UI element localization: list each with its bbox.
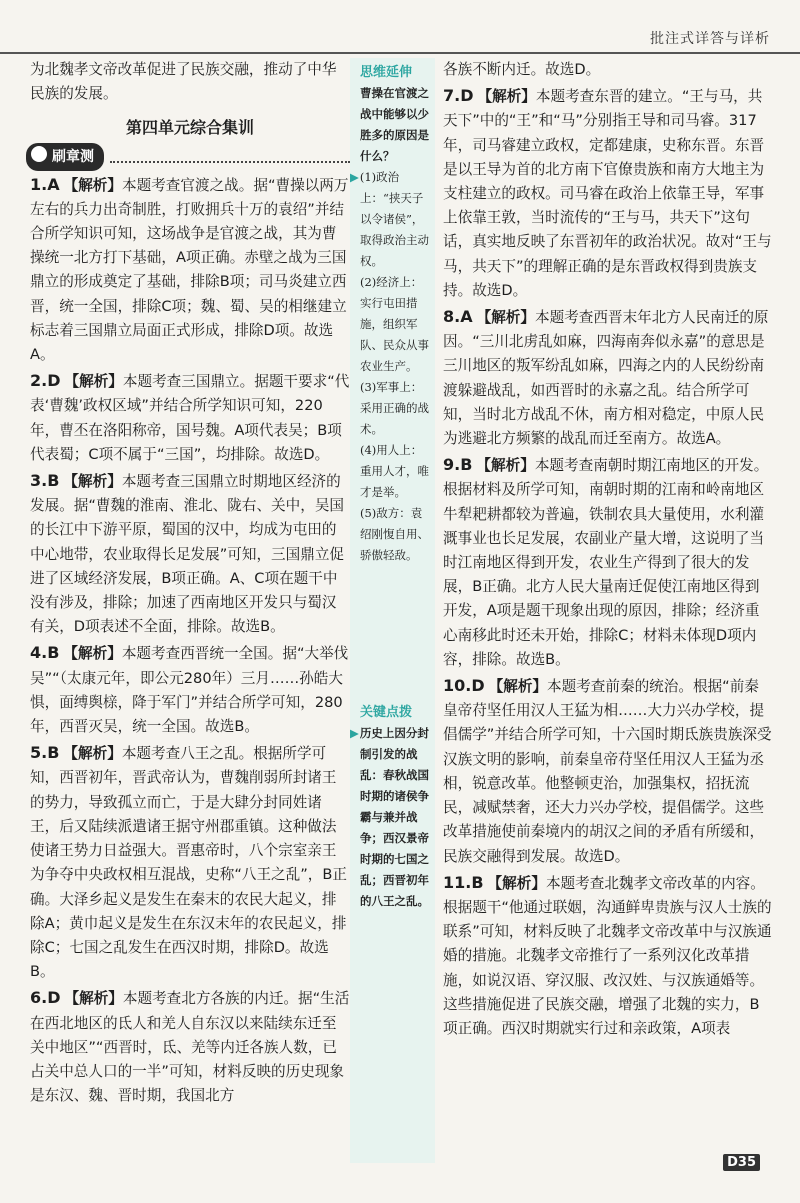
question-number: 8. — [443, 307, 461, 327]
question-number: 11. — [443, 872, 472, 892]
answer-item — [30, 741, 350, 984]
analysis-text: 本题考查西晋统一全国。据“大举伐吴”“（太康元年，即公元280年）三月……孙皓大惧，面缚舆榇，降于军门”并结合所学可知，280年，西晋灭吴，统一全国。故选B。 — [30, 645, 349, 736]
question-number: 10. — [443, 676, 472, 696]
question-number: 5. — [30, 743, 48, 763]
analysis-tag: 【解析】 — [476, 309, 535, 327]
section-title: 第四单元综合集训 — [125, 118, 254, 138]
answer-item — [443, 871, 773, 1041]
analysis-text: 本题考查东晋的建立。“王与马，共天下”中的“王”和“马”分别指王导和司马睿。317年，司马睿建立政权，定都建康，史称东晋。东晋是以王导为首的北方南下官僚贵族和南方大地主为支柱建立的政权。司马睿在政治上依靠王导，军事上依靠王敦，当时流传的“王与马，共天下”这句话，真实地反映了东晋初年的政治状况。故对“王与马，共天下”的理解正确的是东晋政权得到贵族支持。故选D。 — [443, 88, 772, 299]
analysis-tag: 【解析】 — [63, 176, 122, 194]
analysis-text: 本题考查前秦的统治。根据“前秦皇帝苻坚任用汉人王猛为相……大力兴办学校，提倡儒学”并结合所学可知，十六国时期氐族贵族深受汉族文明的影响，前秦皇帝苻坚任用汉人王猛为丞相，锐意改革。他整顿吏治，加强集权，招抚流民，减赋禁奢，还大力兴办学校，提倡儒学。这些改革措施使前秦境内的胡汉之间的矛盾有所缓和，民族交融得到发展。故选D。 — [443, 678, 772, 865]
answer-letter: A — [47, 174, 60, 194]
arrow-icon: ▶ — [350, 170, 359, 184]
answer-item — [30, 986, 350, 1108]
answer-item — [443, 453, 773, 672]
analysis-text: 本题考查八王之乱。根据所学可知，西晋初年，晋武帝认为，曹魏削弱所封诸王的势力，导致孤立而亡，于是大肆分封同姓诸王，后又陆续派遣诸王据守州郡重镇。这种做法使诸王势力日益强大。晋惠帝时，八个宗室亲王为争夺中央政权相互混战，史称“八王之乱”，B正确。大泽乡起义是发生在秦末的农民大起义，排除A；黄巾起义是发生在东汉末年的农民起义，排除C；七国之乱发生在西汉时期，排除D。故选B。 — [30, 745, 348, 981]
answer-letter: B — [47, 471, 60, 491]
sidebar-point — [360, 440, 429, 503]
box1-title: 思维延伸 — [360, 65, 413, 80]
answer-letter: A — [460, 307, 473, 327]
question-number: 2. — [30, 371, 48, 391]
analysis-text: 本题考查西晋末年北方人民南迁的原因。“三川北虏乱如麻，四海南奔似永嘉”的意思是三川地区的叛军纷乱如麻，四海之内的人民纷纷南渡躲避战乱，如西晋时的永嘉之乱。结合所学可知，当时北方战乱不休，南方相对稳定，中原人民为逃避北方频繁的战乱而迁至南方。故选A。 — [443, 309, 769, 448]
answer-item — [443, 305, 773, 451]
answer-item — [30, 369, 350, 467]
answer-letter: D — [471, 676, 485, 696]
answer-letter: D — [47, 988, 61, 1008]
chapter-banner — [26, 145, 350, 169]
sidebar-point-text: (3)军事上：采用正确的战术。 — [360, 380, 429, 436]
left-answer-list — [30, 173, 350, 1109]
question-number: 1. — [30, 174, 48, 194]
arrow-icon: ▶ — [350, 726, 359, 740]
right-answer-list — [443, 84, 773, 1041]
pen-icon — [31, 146, 47, 162]
analysis-text: 本题考查南朝时期江南地区的开发。根据材料及所学可知，南朝时期的江南和岭南地区牛犁耙耕都较为普遍，铁制农具大量使用，水利灌溉事业也长足发展，农副业产量大增，这说明了当时江南地区得到开发，农业生产得到了很大的发展，B正确。北方人民大量南迁促使江南地区得到开发，A项是题干现象出现的原因，排除；经济重心南移此时还未开始，排除C；材料未体现D项内容，排除。故选B。 — [443, 457, 769, 668]
question-number: 9. — [443, 455, 461, 475]
banner-badge — [26, 143, 104, 171]
sidebar-point-text: (1)政治上：“挟天子以令诸侯”，取得政治主动权。 — [359, 170, 429, 268]
box2-text-content: 历史上因分封制引发的战乱：春秋战国时期的诸侯争霸与兼并战争；西汉景帝时期的七国之乱；西晋初年的八王之乱。 — [359, 726, 429, 908]
analysis-tag: 【解析】 — [487, 874, 546, 892]
right-intro: 各族不断内迁。故选D。 — [443, 61, 601, 78]
answer-letter: D — [460, 86, 474, 106]
sidebar-point-text: (4)用人上：重用人才，唯才是举。 — [360, 443, 429, 499]
thinking-extension-box — [350, 62, 435, 566]
analysis-text: 本题考查北魏孝文帝改革的内容。根据题干“他通过联姻，沟通鲜卑贵族与汉人士族的联系”可知，材料反映了北魏孝文帝改革中与汉族通婚的措施。北魏孝文帝推行了一系列汉化改革措施，如说汉语、穿汉服、改汉姓、与汉族通婚等。这些措施促进了民族交融，增强了北魏的实力，B项正确。西汉时期就实行过和亲政策，A项表 — [443, 874, 772, 1037]
analysis-text: 本题考查三国鼎立时期地区经济的发展。据“曹魏的淮南、淮北、陇右、关中，吴国的长江中下游平原，蜀国的汉中，均成为屯田的中心地带，农业取得长足发展”可知，三国鼎立促进了区域经济发展，B项正确。A、C项在题干中没有涉及，排除；加速了西南地区开发只与蜀汉有关，D项表述不全面，排除。故选B。 — [30, 473, 345, 636]
analysis-tag: 【解析】 — [63, 745, 122, 763]
dotted-rule — [110, 151, 350, 163]
analysis-tag: 【解析】 — [64, 990, 123, 1008]
answer-item — [443, 84, 773, 303]
left-intro: 为北魏孝文帝改革促进了民族交融，推动了中华民族的发展。 — [30, 61, 337, 103]
answer-item — [443, 674, 773, 869]
right-column — [443, 58, 773, 1041]
analysis-tag: 【解析】 — [488, 678, 548, 696]
analysis-tag: 【解析】 — [63, 473, 122, 491]
question-number: 3. — [30, 471, 48, 491]
analysis-text: 本题考查官渡之战。据“曹操以两万左右的兵力出奇制胜，打败拥兵十万的袁绍”并结合所学知识可知，这场战争是官渡之战，其为曹操统一北方打下基础，A项正确。赤壁之战为三国鼎立的形成奠定了基础，排除B项；司马炎建立西晋，统一全国，排除C项；魏、蜀、吴的相继建立标志着三国鼎立局面正式形成，排除D项。故选A。 — [30, 176, 349, 364]
key-tips-box — [350, 698, 435, 912]
question-number: 7. — [443, 86, 461, 106]
analysis-tag: 【解析】 — [64, 373, 123, 391]
answer-item — [30, 641, 350, 739]
box1-points — [350, 167, 429, 566]
question-number: 6. — [30, 988, 48, 1008]
answer-letter: B — [47, 743, 60, 763]
question-number: 4. — [30, 643, 48, 663]
box2-text — [350, 723, 429, 912]
sidebar-point-text: (2)经济上：实行屯田措施，组织军队、民众从事农业生产。 — [360, 275, 429, 373]
answer-item — [30, 173, 350, 368]
answer-letter: B — [47, 643, 60, 663]
sidebar-point-text: (5)敌方：袁绍刚愎自用、骄傲轻敌。 — [360, 506, 429, 562]
analysis-tag: 【解析】 — [63, 645, 122, 663]
box2-title: 关键点拨 — [360, 705, 413, 720]
left-column — [30, 58, 350, 1108]
analysis-text: 本题考查三国鼎立。据题干要求“代表‘曹魏’政权区域”并结合所学知识可知，220年，曹丕在洛阳称帝，国号魏。A项代表吴；B项代表蜀；C项不属于“三国”，均排除。故选D。 — [30, 373, 350, 463]
header-divider — [0, 52, 800, 54]
box1-question: 曹操在官渡之战中能够以少胜多的原因是什么？ — [360, 86, 429, 163]
analysis-text: 本题考查北方各族的内迁。据“生活在西北地区的氐人和羌人自东汉以来陆续东迁至关中地区”“西晋时，氐、羌等内迁各族人数，已占关中总人口的一半”可知，材料反映的历史现象是东汉、魏、晋时期，我国北方 — [30, 990, 350, 1105]
analysis-tag: 【解析】 — [476, 457, 535, 475]
answer-letter: B — [471, 872, 484, 892]
sidebar-point — [350, 167, 429, 272]
answer-letter: B — [460, 455, 473, 475]
answer-letter: D — [47, 371, 61, 391]
running-header: 批注式详答与详析 — [650, 31, 770, 47]
sidebar-point — [360, 272, 429, 377]
analysis-tag: 【解析】 — [477, 88, 536, 106]
answer-item — [30, 469, 350, 639]
sidebar-point — [360, 377, 429, 440]
banner-label: 刷章测 — [52, 148, 94, 165]
sidebar-point — [360, 503, 429, 566]
page-number: D35 — [723, 1154, 760, 1171]
sidebar-notes — [350, 58, 435, 1163]
